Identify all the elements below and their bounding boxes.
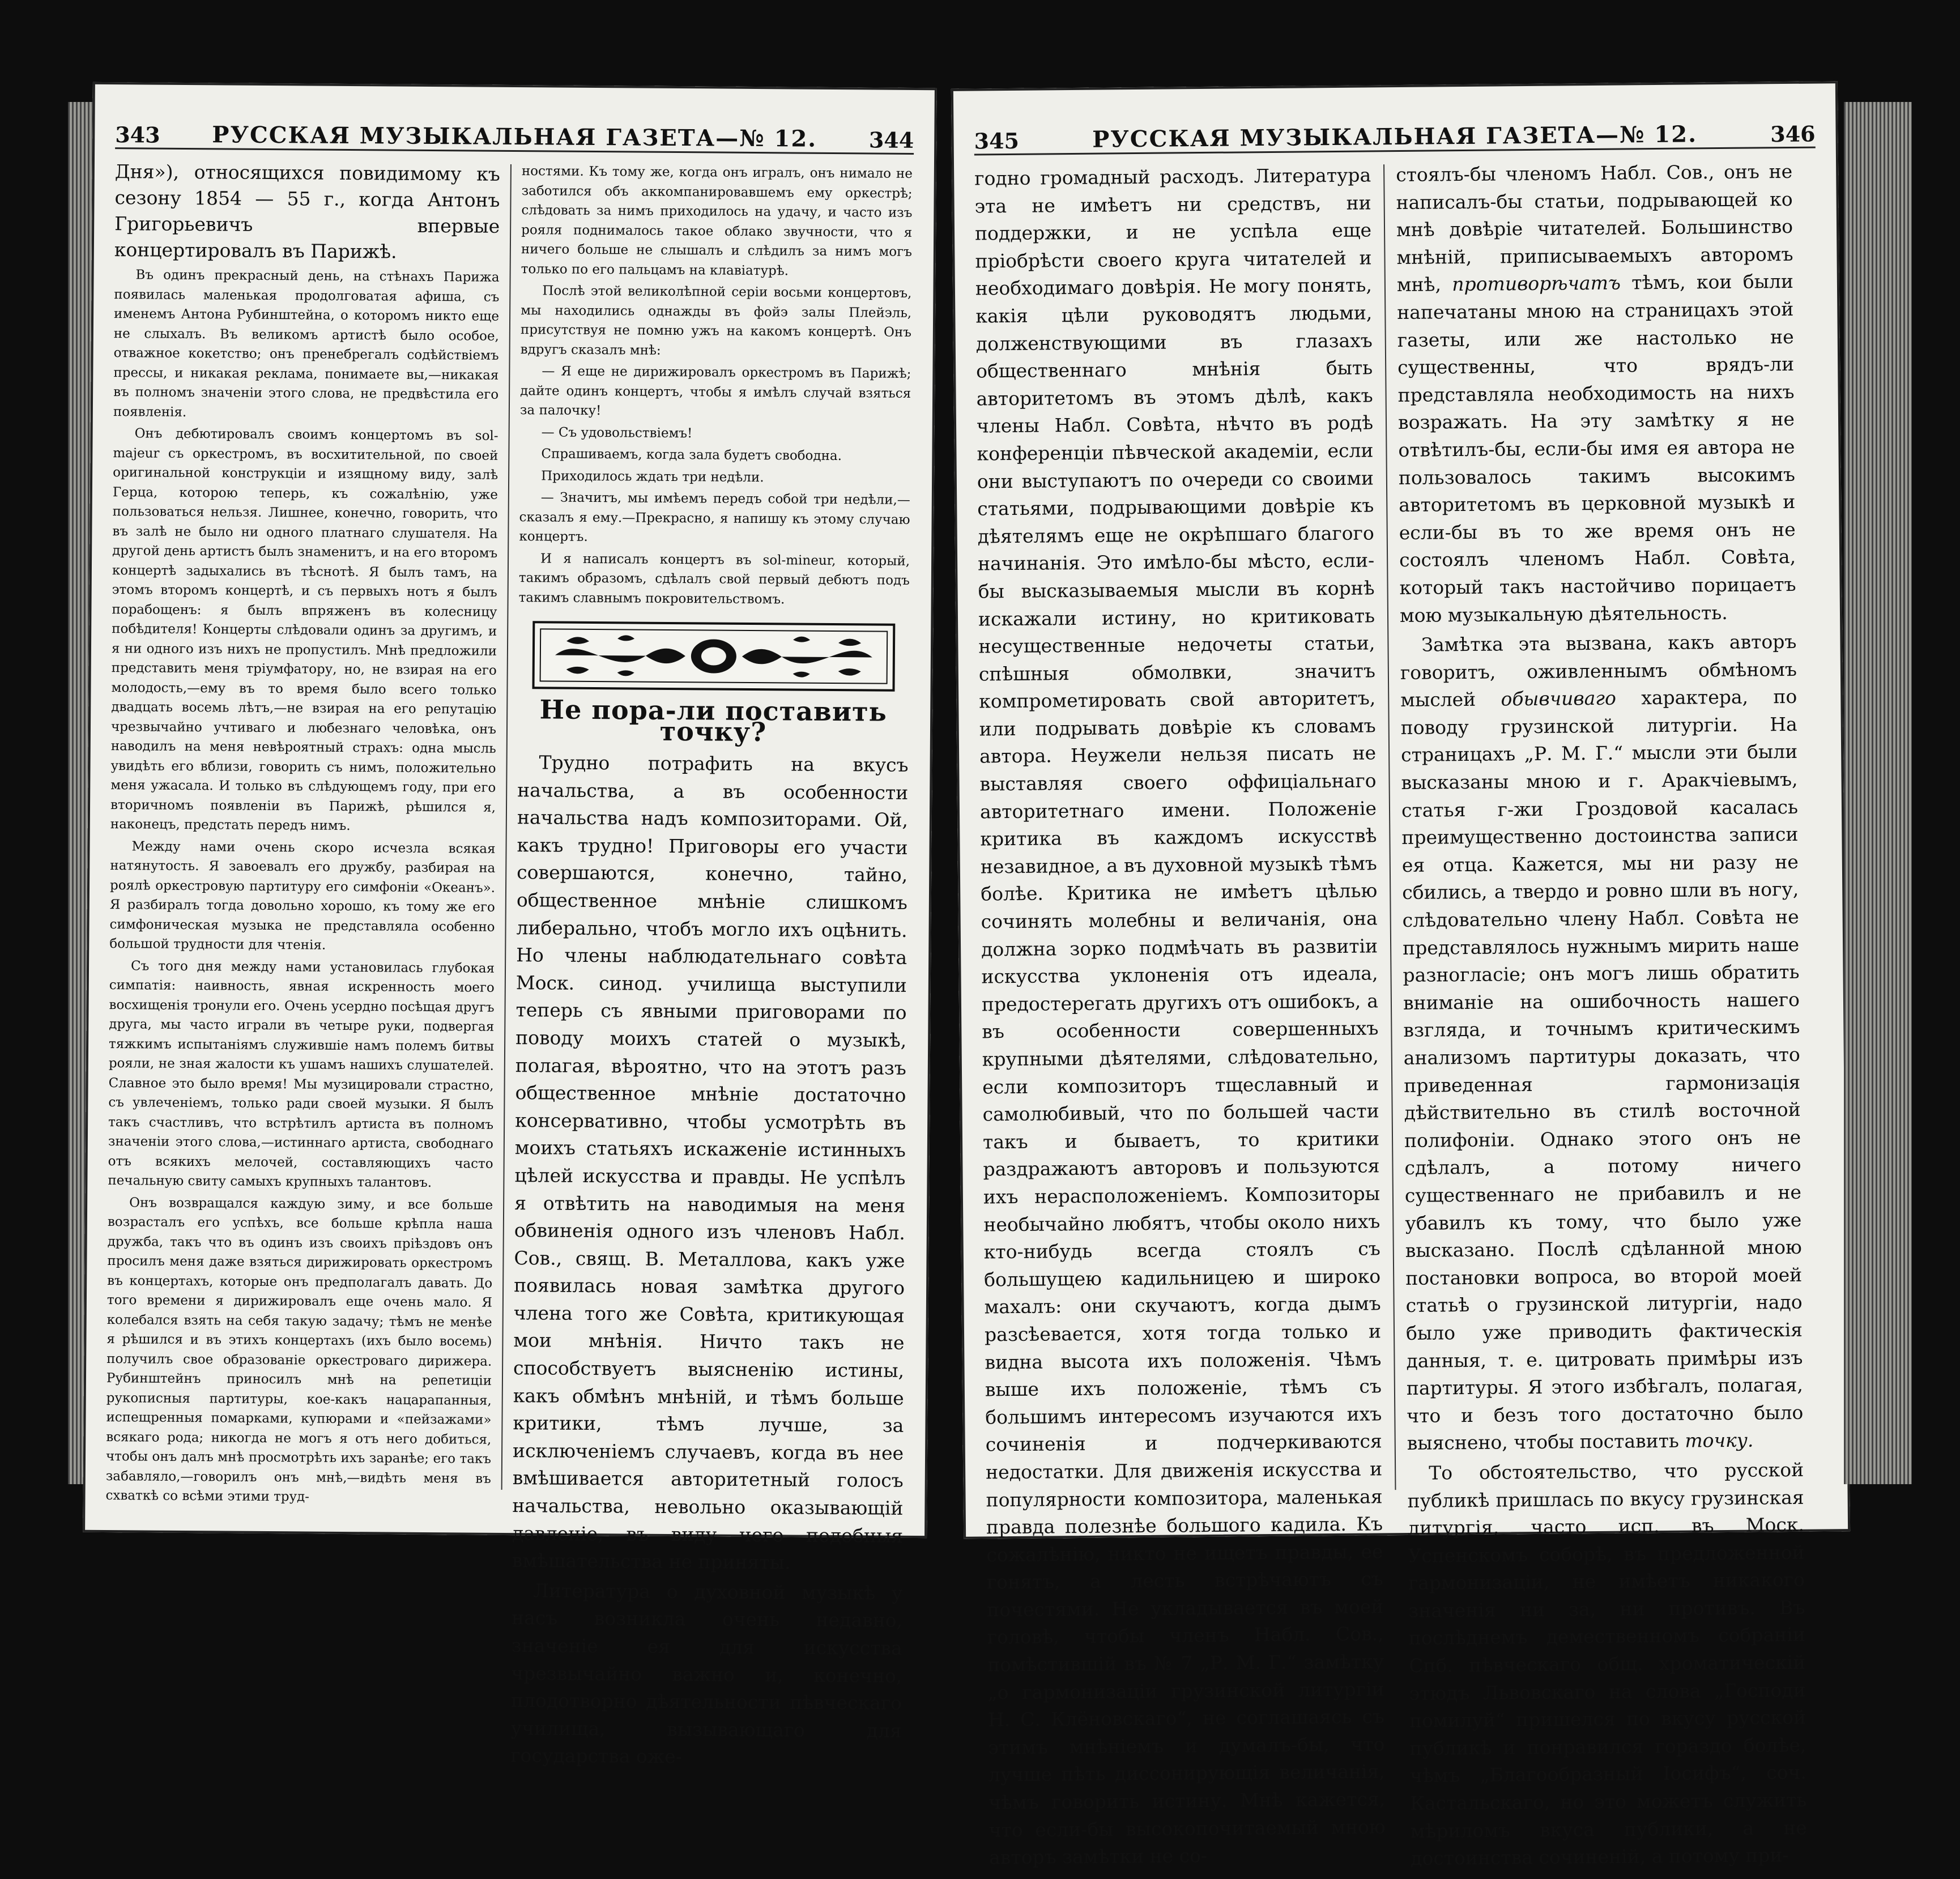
paragraph: Между нами очень скоро исчезла всякая натянутость. Я завоевалъ его дружбу, разбирая на роялѣ оркестровую партитуру его симфоніи «Океанъ». Я разбиралъ тогда довольно хорошо, къ тому же его симфоническая музыка не представляла особенно большой трудности для чтенія.	[109, 838, 496, 953]
paragraph: Съ того дня между нами установилась глубокая симпатія: наивность, явная искренность моего восхищенія тронули его. Очень усердно посѣщая другъ друга, мы часто играли въ четыре руки, подвергая тяжкимъ испытаніямъ служившіе намъ полемъ битвы рояли, не зная жалости къ ушамъ нашихъ слушателей. Славное это было время! Мы музицировали страстно, съ увлеченіемъ, только ради своей музыки. Я былъ такъ счастливъ, что встрѣтилъ артиста въ полномъ значеніи этого слова,—истиннаго артиста, свободнаго отъ всякихъ мелочей, составляющихъ часто печальную свиту самыхъ крупныхъ талантовъ.	[108, 958, 495, 1191]
right-column-1	[974, 161, 1386, 1874]
newspaper-title: РУССКАЯ МУЗЫКАЛЬНАЯ ГАЗЕТА—№ 12.	[212, 121, 817, 152]
paragraph: То обстоятельство, что русской публикѣ пришлась по вкусу грузинская литургія, часто исп. въ Моск. Успенскомъ соборѣ, въ предложенной гармонизаціи, не имѣетъ никакого значенія ни за, ни противъ. Въ послѣднемъ демественномъ собраніи Спб. пѣвческаго общ. хроматическій этюдъ Львовскаго на слова „Господи помилуй“ пришелся по вкусу русской публикѣ и понравился гораздо болѣе, чѣмъ „Благообразный Іосифъ“, соч. Кастальскаго, но это можетъ служить мѣриломъ вкуса публики, а не достоинства сочиненій, а потому при-	[1407, 1458, 1807, 1870]
paragraph: Литература о духовной музыкѣ у насъ возникла очень недавно, значеніе ея для искусства чрезвычайно важно и, конечно, плодотворно дѣятельности пѣвческаго училища, вызывающаго для государства оже-	[510, 1579, 903, 1768]
page-number-344: 344	[868, 127, 914, 153]
right-page-header	[974, 113, 1815, 156]
paragraph: Онъ возвращался каждую зиму, и все больше возрасталъ его успѣхъ, все больше крѣпла наша дружба, такъ что въ одинъ изъ своихъ пріѣздовъ онъ просилъ меня даже взяться дирижировать оркестромъ въ концертахъ, которые онъ предполагалъ давать. До того времени я дирижировалъ еще очень мало. Я колебался взять на себя такую задачу; тѣмъ не менѣе я рѣшился и въ этихъ концертахъ (ихъ было восемь) получилъ свое образованіе оркестроваго дирижера. Рубинштейнъ приносилъ мнѣ на репетиціи рукописныя партитуры, кое-какъ нацарапанныя, испещренныя помарками, купюрами и «пейзажами» всякаго рода; никогда не могъ я отъ него добиться, чтобы онъ далъ мнѣ просмотрѣть ихъ заранѣе; его такъ забавляло,—говорилъ онъ мнѣ,—видѣть меня въ схваткѣ со всѣми этими труд-	[105, 1195, 493, 1505]
paragraph: Спрашиваемъ, когда зала будетъ свободна.	[541, 446, 842, 464]
paragraph: стоялъ-бы членомъ Набл. Сов., онъ не написалъ-бы статьи, подрывающей ко мнѣ довѣріе читателей. Большинство мнѣній, приписываемыхъ авторомъ мнѣ, противорѣчатъ тѣмъ, кои были напечатаны мною на страницахъ этой газеты, или же настолько не существенны, что врядъ-ли представляла необходимость на нихъ возражать. На эту замѣтку я не отвѣтилъ-бы, если-бы имя ея автора не пользовалось такимъ высокимъ авторитетомъ въ церковной музыкѣ и если-бы въ то же время онъ не состоялъ членомъ Набл. Совѣта, который такъ настойчиво порицаетъ мою музыкальную дѣятельность.	[1396, 160, 1796, 627]
paragraph: Замѣтка эта вызвана, какъ авторъ говоритъ, оживленнымъ обмѣномъ мыслей обывчиваго характера, по поводу грузинской литургіи. На страницахъ „Р. М. Г.“ мысли эти были высказаны мною и г. Аракчіевымъ, статья г-жи Гроздовой касалась преимущественно достоинства записи ея отца. Кажется, мы ни разу не сбились, а твердо и ровно шли въ ногу, слѣдовательно члену Набл. Совѣта не представлялось нужнымъ мирить наше разногласіе; онъ могъ лишь обратить вниманіе на ошибочность нашего взгляда, и точнымъ критическимъ анализомъ партитуры доказать, что приведенная гармонизація дѣйствительно въ стилѣ восточной полифоніи. Однако этого онъ не сдѣлалъ, а потому ничего существеннаго не прибавилъ и не убавилъ къ тому, что было уже высказано. Послѣ сдѣланной мною постановки вопроса, во второй моей статьѣ о грузинской литургіи, надо было уже приводить фактическія данныя, т. е. цитровать примѣры изъ партитуры. Я этого избѣгалъ, полагая, что и безъ того достаточно было выяснено, чтобы поставить точку.	[1400, 630, 1804, 1455]
ornament-icon	[532, 621, 895, 691]
newspaper-title: РУССКАЯ МУЗЫКАЛЬНАЯ ГАЗЕТА—№ 12.	[1092, 121, 1698, 153]
left-page	[83, 82, 937, 1768]
article-heading: Не пора-ли поставить точку?	[539, 694, 888, 748]
paragraph: Послѣ этой великолѣпной серіи восьми концертовъ, мы находились однажды въ фойэ залы Плейэль, присутствуя не помню ужъ на какомъ концертѣ. Онъ вдругъ сказалъ мнѣ:	[520, 283, 912, 358]
emphasis: точку.	[1685, 1429, 1754, 1452]
right-page	[951, 81, 1850, 1870]
paragraph: годно громадный расходъ. Литература эта не имѣетъ ни средствъ, ни поддержки, и не успѣла еще пріобрѣсти своего круга читателей и необходимаго довѣрія. Не могу понять, какія цѣли руководятъ людьми, долженствующими въ глазахъ общественнаго мнѣнія быть авторитетомъ въ этомъ дѣлѣ, какъ члены Набл. Совѣта, нѣчто въ родѣ конференціи пѣвческой академіи, если они выступаютъ по очереди со своими статьями, подрывающими довѣріе къ дѣятелямъ еще не окрѣпшаго благого начинанія. Это имѣло-бы мѣсто, если-бы высказываемыя мысли въ корнѣ искажали истину, но критиковать несущественные недочеты статьи, спѣшныя обмолвки, значитъ компрометировать свой авторитетъ, или подрывать довѣріе къ словамъ автора. Неужели нельзя писать не выставляя своего оффиціальнаго авторитетнаго имени. Положеніе критика въ каждомъ искусствѣ незавидное, а въ духовной музыкѣ тѣмъ болѣе. Критика не имѣетъ цѣлью сочинять молебны и величанія, она должна зорко подмѣчать въ развитіи искусства уклоненія отъ идеала, предостерегать другихъ отъ ошибокъ, а въ особенности совершенныхъ крупными дѣятелями, слѣдовательно, если композиторъ тщеславный и самолюбивый, что по большей части такъ и бываетъ, то критики раздражаютъ авторовъ и пользуются ихъ нерасположеніемъ. Композиторы необычайно любятъ, чтобы около нихъ кто-нибудь всегда стоялъ съ большущею кадильницею и широко махалъ: они скучаютъ, когда дымъ разсѣевается, хотя тогда только и видна высота ихъ положенія. Чѣмъ выше ихъ положеніе, тѣмъ съ большимъ интересомъ изучаются ихъ сочиненія и подчеркиваются недостатки. Для движенія искусства и популярности композитора, маленькая правда полезнѣе большого кадила. Къ сожалѣнію, никто не ищетъ правды, ее гонятъ, а лесть встрѣчаютъ съ почестями. Не укладывается въ моей головѣ, чтобы членъ Набл. Сов., помѣстившій въ № 7 „Р. М. Г.“ замѣтку „о гармонизаціи грузинской литургіи Н. С. Клёновскаго“, не соглашаясь съ этимъ мнѣніемъ и думалъ-бы, что лучше пѣть диссонирующія величанія, чѣмъ говорить истину. Мнѣ кажется, что если-бы высокопочитаемый мною авторъ замѣтки не со-	[974, 164, 1386, 1869]
right-page-edge	[1844, 102, 1912, 1484]
right-column-2	[1396, 158, 1807, 1875]
emphasis: противорѣчатъ	[1452, 271, 1621, 296]
page-number-346: 346	[1770, 121, 1816, 147]
paragraph: Трудно потрафить на вкусъ начальства, а въ особенности начальства надъ композиторами. Ой, какъ трудно! Приговоры его участи совершаются, конечно, тайно, общественное мнѣніе слишкомъ либерально, чтобъ могло ихъ оцѣнить. Но члены наблюдательнаго совѣта Моск. синод. училища выступили теперь съ явными приговорами по поводу моихъ статей о музыкѣ, полагая, вѣроятно, что на этотъ разъ общественное мнѣніе достаточно консервативно, чтобы усмотрѣть въ моихъ статьяхъ искаженіе истинныхъ цѣлей искусства и правды. Не успѣлъ я отвѣтить на наводимыя на меня обвиненія одного изъ членовъ Набл. Сов., свящ. В. Металлова, какъ уже появилась новая замѣтка другого члена того же Совѣта, критикующая мои мнѣнія. Ничто такъ не способствуетъ выясненію истины, какъ обмѣнъ мнѣній, и тѣмъ больше критики, тѣмъ лучше, за исключеніемъ случаевъ, когда въ нее вмѣшивается авторитетный голосъ начальства, невольно оказывающій давленіе, въ виду чего подобныя вмѣшательства не приняты.	[512, 751, 909, 1574]
paragraph: — Значитъ, мы имѣемъ передъ собой три недѣли,—сказалъ я ему.—Прекрасно, я напишу къ этому случаю концертъ.	[519, 490, 910, 544]
paragraph: И я написалъ концертъ въ sol-mineur, который, такимъ образомъ, сдѣлалъ свой первый дебютъ подъ такимъ славнымъ покровительствомъ.	[518, 551, 910, 607]
emphasis: обывчиваго	[1501, 687, 1617, 710]
paragraph: Приходилось ждать три недѣли.	[541, 468, 764, 485]
page-number-343: 343	[115, 122, 160, 148]
left-column-1	[105, 159, 500, 1510]
paragraph: Онъ дебютировалъ своимъ концертомъ въ sol-majeur съ оркестромъ, въ восхитительной, по своей оригинальной конструкціи и изящному виду, залѣ Герца, которою теперь, къ сожалѣнію, уже пользоваться нельзя. Лишнее, конечно, говорить, что въ залѣ не было ни одного платнаго слушателя. На другой день артистъ былъ знаменитъ, и на его второмъ концертѣ задыхались въ тѣснотѣ. Я былъ тамъ, на этомъ второмъ концертѣ, и съ первыхъ нотъ я былъ порабощенъ: я былъ впряженъ въ колесницу побѣдителя! Концерты слѣдовали одинъ за другимъ, и я ни одного изъ нихъ не пропустилъ. Мнѣ предложили представить меня тріумфатору, но, не взирая на его молодость,—ему въ то время было всего только двадцать восемь лѣтъ,—не взирая на его репутацію чрезвычайно учтиваго и любезнаго человѣка, онъ наводилъ на меня невѣроятный страхъ: одна мысль увидѣть его вблизи, говорить съ нимъ, положительно меня ужасала. И только въ слѣдующемъ году, при его вторичномъ появленіи въ Парижѣ, рѣшился я, наконецъ, предстать передъ нимъ.	[110, 426, 498, 834]
article-intro: Дня»), относящихся повидимому къ сезону 1854 — 55 г., когда Антонъ Григорьевичъ впервые концертировалъ въ Парижѣ.	[114, 160, 500, 263]
paragraph: Въ одинъ прекрасный день, на стѣнахъ Парижа появилась маленькая продолговатая афиша, съ именемъ Антона Рубинштейна, о которомъ никто еще не слыхалъ. Въ великомъ артистѣ было особое, отважное кокетство; онъ пренебрегалъ содѣйствіемъ прессы, и никакая реклама, понимаете вы,—никакая въ полномъ значеніи этого слова, не предвѣстила его появленія.	[113, 267, 500, 420]
paragraph: ностями. Къ тому же, когда онъ игралъ, онъ нимало не заботился объ аккомпанировавшемъ ему оркестрѣ; слѣдовать за нимъ приходилось на удачу, и часто изъ рояля поднималось такое облако звучности, что я ничего больше не слышалъ и слѣдилъ за нимъ могъ только по его пальцамъ на клавіатурѣ.	[521, 164, 913, 278]
column-rule	[1383, 164, 1396, 1490]
column-rule	[501, 164, 512, 1490]
page-number-345: 345	[974, 127, 1020, 154]
paragraph: — Съ удовольствіемъ!	[541, 424, 693, 441]
paragraph: — Я еще не дирижировалъ оркестромъ въ Парижѣ; дайте одинъ концертъ, чтобы я имѣлъ случай взяться за палочку!	[519, 364, 911, 419]
left-page-header	[115, 113, 914, 155]
left-column-2	[510, 161, 913, 1775]
